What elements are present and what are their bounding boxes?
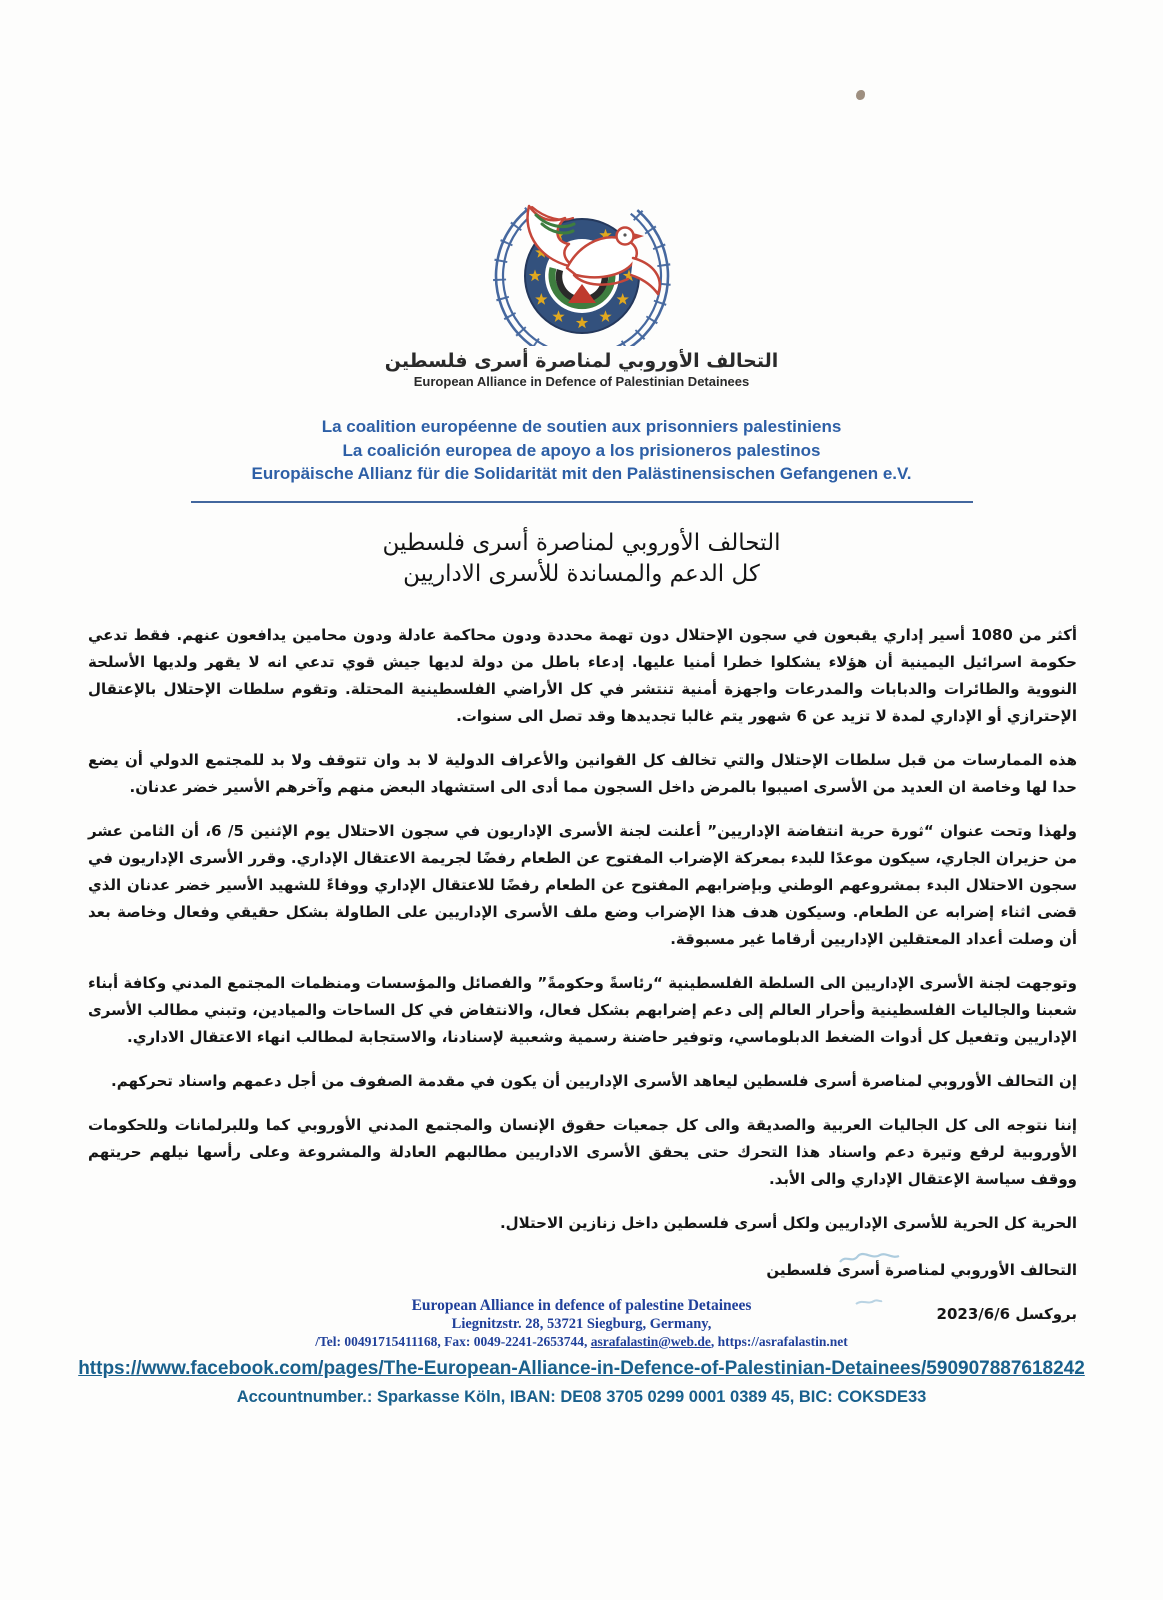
- footer-address: Liegnitzstr. 28, 53721 Siegburg, Germany,: [451, 1316, 712, 1332]
- faint-pen-scribble: [838, 1250, 902, 1272]
- arabic-paragraph-4: وتوجهت لجنة الأسرى الإداريين الى السلطة الفلسطينية “رئاسةً وحكومةً” والفصائل والمؤسسات ومنظمات المجتمع المدني وكافة أبناء شعبنا والجاليات الفلسطينية وأحرار العالم إلى دعم إضرابهم بشكل فعال، والانتفاض في كل الساحات والميادين، وتبني مطالب الأسرى الإداريين وتفعيل كل أدوات الضغط الدبلوماسي، وتوفير حاضنة رسمية وشعبية لإسنادنا، والاستجابة لمطالب انهاء الاعتقال الاداري.: [88, 973, 1077, 1046]
- logo-arabic-name: التحالف الأوروبي لمناصرة أسرى فلسطين: [384, 350, 779, 372]
- multilingual-header: [0, 415, 1163, 486]
- letter-body: [88, 622, 1077, 1237]
- footer-contact-prefix: /Tel: 00491715411168, Fax: 0049-2241-2653744,: [315, 1334, 591, 1349]
- signature-dateline: بروكسل 2023/6/6: [936, 1304, 1077, 1323]
- footer-facebook-link[interactable]: https://www.facebook.com/pages/The-European-Alliance-in-Defence-of-Palestinian-Detainees/590907887618242: [78, 1358, 1085, 1379]
- signature-org: التحالف الأوروبي لمناصرة أسرى فلسطين: [766, 1260, 1077, 1279]
- footer-org-name: European Alliance in defence of palestine Detainees: [411, 1297, 752, 1314]
- arabic-paragraph-6: إننا نتوجه الى كل الجاليات العربية والصديقة والى كل جمعيات حقوق الإنسان والمجتمع المدني الأوروبي كما وللبرلمانات وللحكومات الأوروبية لرفع وتيرة دعم واسناد هذا التحرك حتى يحقق الأسرى الاداريين مطالبهم العادلة والمشروعة وعلى رأسها نيلهم حريتهم ووقف سياسة الإعتقال الإداري والى الأبد.: [88, 1115, 1077, 1188]
- footer-email-link[interactable]: asrafalastin@web.de: [590, 1334, 711, 1349]
- arabic-paragraph-1: أكثر من 1080 أسير إداري يقبعون في سجون الإحتلال دون تهمة محددة ودون محاكمة عادلة ودون محامين يدافعون عنهم. فقط تدعي حكومة اسرائيل اليمينية أن هؤلاء يشكلوا خطرا أمنيا عليها. إدعاء باطل من دولة لديها جيش قوي تدعي انه لا يقهر ولديها الأسلحة النووية والطائرات والدبابات والمدرعات واجهزة أمنية تنتشر في كل الأراضي الفلسطينية المحتلة. وتقوم سلطات الإحتلال بالإعتقال الإحترازي أو الإداري لمدة لا تزيد عن 6 شهور يتم غالبا تجديدها وقد تصل الى سنوات.: [88, 625, 1077, 725]
- arabic-paragraph-7: الحرية كل الحرية للأسرى الإداريين ولكل أسرى فلسطين داخل زنازين الاحتلال.: [499, 1213, 1077, 1232]
- header-line-spanish: La coalición europea de apoyo a los prisioneros palestinos: [342, 440, 821, 460]
- title-line-2: كل الدعم والمساندة للأسرى الاداريين: [403, 560, 760, 587]
- divider-line: [191, 501, 973, 503]
- org-logo: [0, 0, 1163, 389]
- title-line-1: التحالف الأوروبي لمناصرة أسرى فلسطين: [382, 529, 781, 556]
- arabic-paragraph-2: هذه الممارسات من قبل سلطات الإحتلال والتي تخالف كل القوانين والأعراف الدولية لا بد وان تتوقف ولا بد للمجتمع الدولي أن يضع حدا لها وخاصة ان العديد من الأسرى اصيبوا بالمرض داخل السجون مما أدى الى استشهاد البعض منهم وآخرهم الأسير خضر عدنان.: [88, 750, 1077, 796]
- document-title: [0, 528, 1163, 590]
- arabic-paragraph-3: ولهذا وتحت عنوان “ثورة حرية انتفاضة الإداريين” أعلنت لجنة الأسرى الإداريون في سجون الاحتلال يوم الإثنين 5/ 6، أن الثامن عشر من حزيران الجاري، سيكون موعدًا للبدء بمعركة الإضراب المفتوح عن الطعام رفضًا لجريمة الاعتقال الإداري. وقرر الأسرى الإداريون في سجون الاحتلال البدء بمشروعهم الوطني وبإضرابهم المفتوح عن الطعام رفضًا للاعتقال الإداري ووفاءً للشهيد الأسير خضر عدنان الذي قضى اثناء إضرابه عن الطعام. وسيكون هدف هذا الإضراب وضع ملف الأسرى الإداريين على الطاولة بشكل حقيقي وفعال وخاصة بعد أن وصلت أعداد المعتقلين الإداريين أرقاما غير مسبوقة.: [88, 821, 1078, 948]
- header-line-french: La coalition européenne de soutien aux prisonniers palestiniens: [321, 417, 842, 436]
- footer-contact-line: [0, 1333, 1163, 1351]
- logo-english-name: European Alliance in Defence of Palestinian Detainees: [413, 374, 750, 389]
- logo-emblem-icon: [432, 176, 732, 346]
- footer-contact-suffix: , https://asrafalastin.net: [710, 1334, 848, 1349]
- arabic-paragraph-5: إن التحالف الأوروبي لمناصرة أسرى فلسطين ليعاهد الأسرى الإداريين أن يكون في مقدمة الصفوف من أجل دعمهم واسناد تحركهم.: [111, 1071, 1077, 1090]
- letterhead-footer: [0, 1296, 1163, 1408]
- header-line-german: Europäische Allianz für die Solidarität mit den Palästinensischen Gefangenen e.V.: [251, 464, 912, 483]
- footer-bank-account: Accountnumber.: Sparkasse Köln, IBAN: DE08 3705 0299 0001 0389 45, BIC: COKSDE33: [236, 1388, 927, 1406]
